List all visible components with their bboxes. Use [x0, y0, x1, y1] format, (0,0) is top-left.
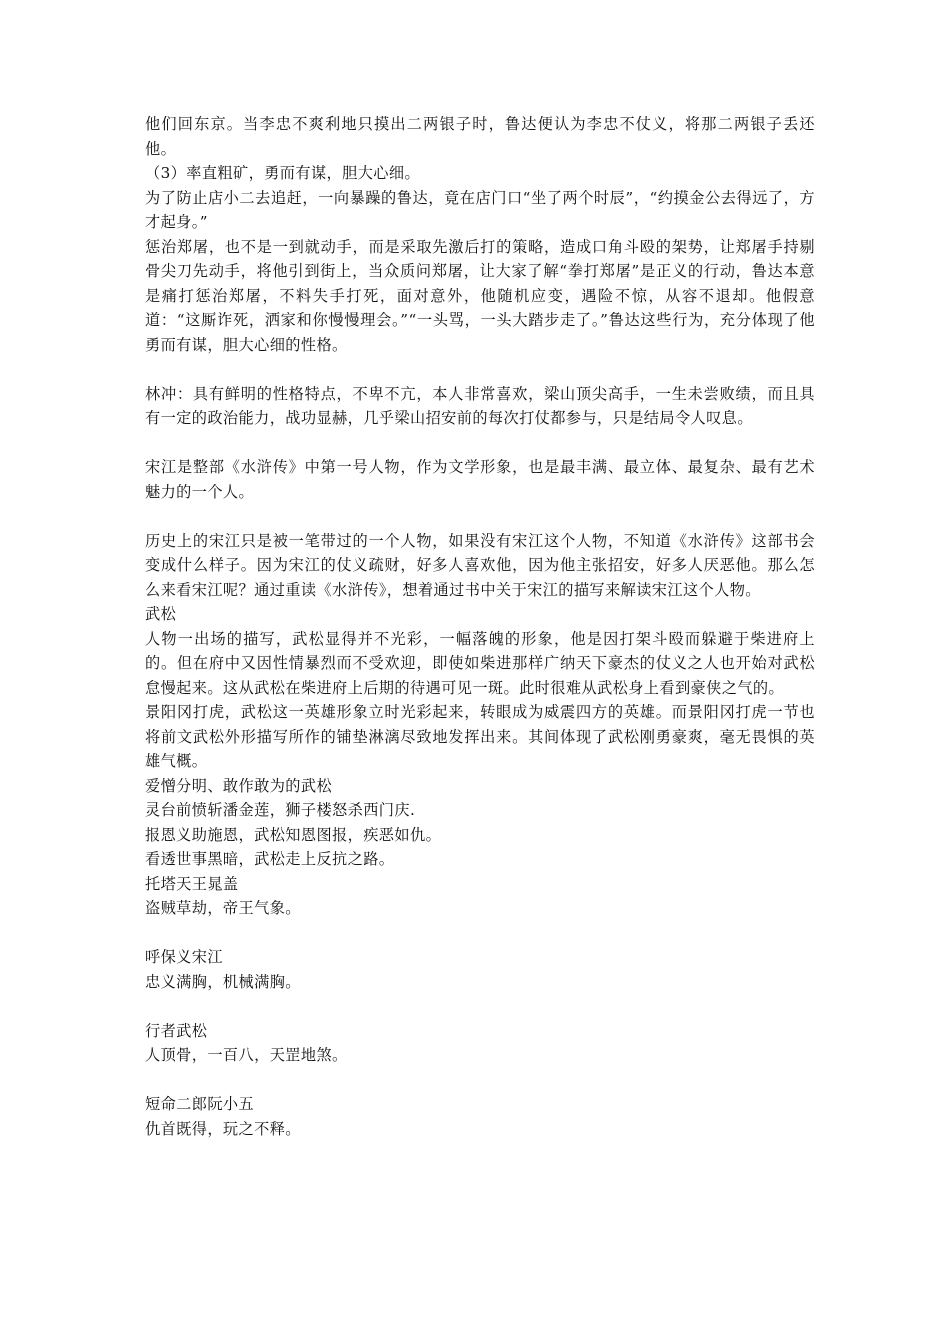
paragraph-song-jiang-history: 历史上的宋江只是被一笔带过的一个人物，如果没有宋江这个人物，不知道《水浒传》这部书会变成什么样子。因为宋江的仗义疏财，好多人喜欢他，因为他主张招安，好多人厌恶他。那么怎么来看宋江呢？通过重读《水浒传》，想着通过书中关于宋江的描写来解读宋江这个人物。	[145, 531, 815, 599]
paragraph-wu-song-nickname: 行者武松	[145, 1021, 208, 1040]
blank-line	[145, 921, 815, 946]
paragraph-chao-gai-verse: 盗贼草劫，帝王气象。	[145, 899, 301, 917]
paragraph-jingyang-tiger: 景阳冈打虎，武松这一英雄形象立时光彩起来，转眼成为威震四方的英雄。而景阳冈打虎一节也将前文武松外形描写所作的铺垫淋漓尽致地发挥出来。其间体现了武松刚勇豪爽，毫无畏惧的英雄气概。	[145, 703, 815, 770]
blank-line	[145, 431, 815, 456]
paragraph-wu-song-heading: 武松	[145, 605, 177, 623]
blank-line	[145, 994, 815, 1019]
blank-line	[145, 357, 815, 382]
paragraph-heading-3: （3）率直粗矿，勇而有谋，胆大心细。	[145, 164, 421, 182]
paragraph-love-hate: 爱憎分明、敢作敢为的武松	[145, 776, 333, 795]
paragraph-shi-en: 报恩义助施恩，武松知恩图报，疾恶如仇。	[145, 825, 442, 844]
paragraph-lin-chong: 林冲：具有鲜明的性格特点，不卑不亢，本人非常喜欢，梁山顶尖高手，一生未尝败绩，而且具有一定的政治能力，战功显赫，几乎梁山招安前的每次打仗都参与，只是结局令人叹息。	[145, 384, 815, 427]
blank-line	[145, 504, 815, 529]
paragraph-shop-door: 为了防止店小二去追赶，一向暴躁的鲁达，竟在店门口“坐了两个时辰”，“约摸金公去得远了，方才起身。”	[145, 188, 815, 231]
paragraph-ruan-xiaowu-heading: 短命二郎阮小五	[145, 1095, 255, 1113]
paragraph-lida-silver: 他们回东京。当李忠不爽利地只摸出二两银子时，鲁达便认为李忠不仗义，将那二两银子丢还他。	[145, 115, 815, 158]
blank-line	[145, 1068, 815, 1093]
document-body	[145, 112, 815, 1141]
paragraph-wu-song-verse: 人顶骨，一百八，天罡地煞。	[145, 1046, 348, 1064]
paragraph-ruan-xiaowu-verse: 仇首既得，玩之不释。	[145, 1119, 301, 1138]
paragraph-chao-gai-heading: 托塔天王晁盖	[145, 874, 239, 893]
paragraph-pan-jinlian: 灵台前愤斩潘金莲，狮子楼怒杀西门庆.	[145, 801, 416, 819]
paragraph-wu-song-intro: 人物一出场的描写，武松显得并不光彩，一幅落魄的形象，他是因打架斗殴而躲避于柴进府上的。但在府中又因性情暴烈而不受欢迎，即使如柴进那样广纳天下豪杰的仗义之人也开始对武松怠慢起来。这从武松在柴进府上后期的待遇可见一斑。此时很难从武松身上看到豪侠之气的。	[145, 629, 815, 697]
paragraph-song-jiang-verse: 忠义满胸，机械满胸。	[145, 972, 301, 991]
paragraph-song-jiang-heading: 呼保义宋江	[145, 948, 223, 966]
paragraph-rebellion: 看透世事黑暗，武松走上反抗之路。	[145, 850, 395, 868]
paragraph-zheng-tu: 惩治郑屠，也不是一到就动手，而是采取先激后打的策略，造成口角斗殴的架势，让郑屠手持剔骨尖刀先动手，将他引到街上，当众质问郑屠，让大家了解“拳打郑屠”是正义的行动，鲁达本意是痛打惩治郑屠，不料失手打死，面对意外，他随机应变，遇险不惊，从容不退却。他假意道：“这厮诈死，洒家和你慢慢理会。”“一头骂，一头大踏步走了。”鲁达这些行为，充分体现了他勇而有谋，胆大心细的性格。	[145, 237, 815, 354]
paragraph-song-jiang-intro: 宋江是整部《水浒传》中第一号人物，作为文学形象，也是最丰满、最立体、最复杂、最有艺术魅力的一个人。	[145, 458, 815, 501]
